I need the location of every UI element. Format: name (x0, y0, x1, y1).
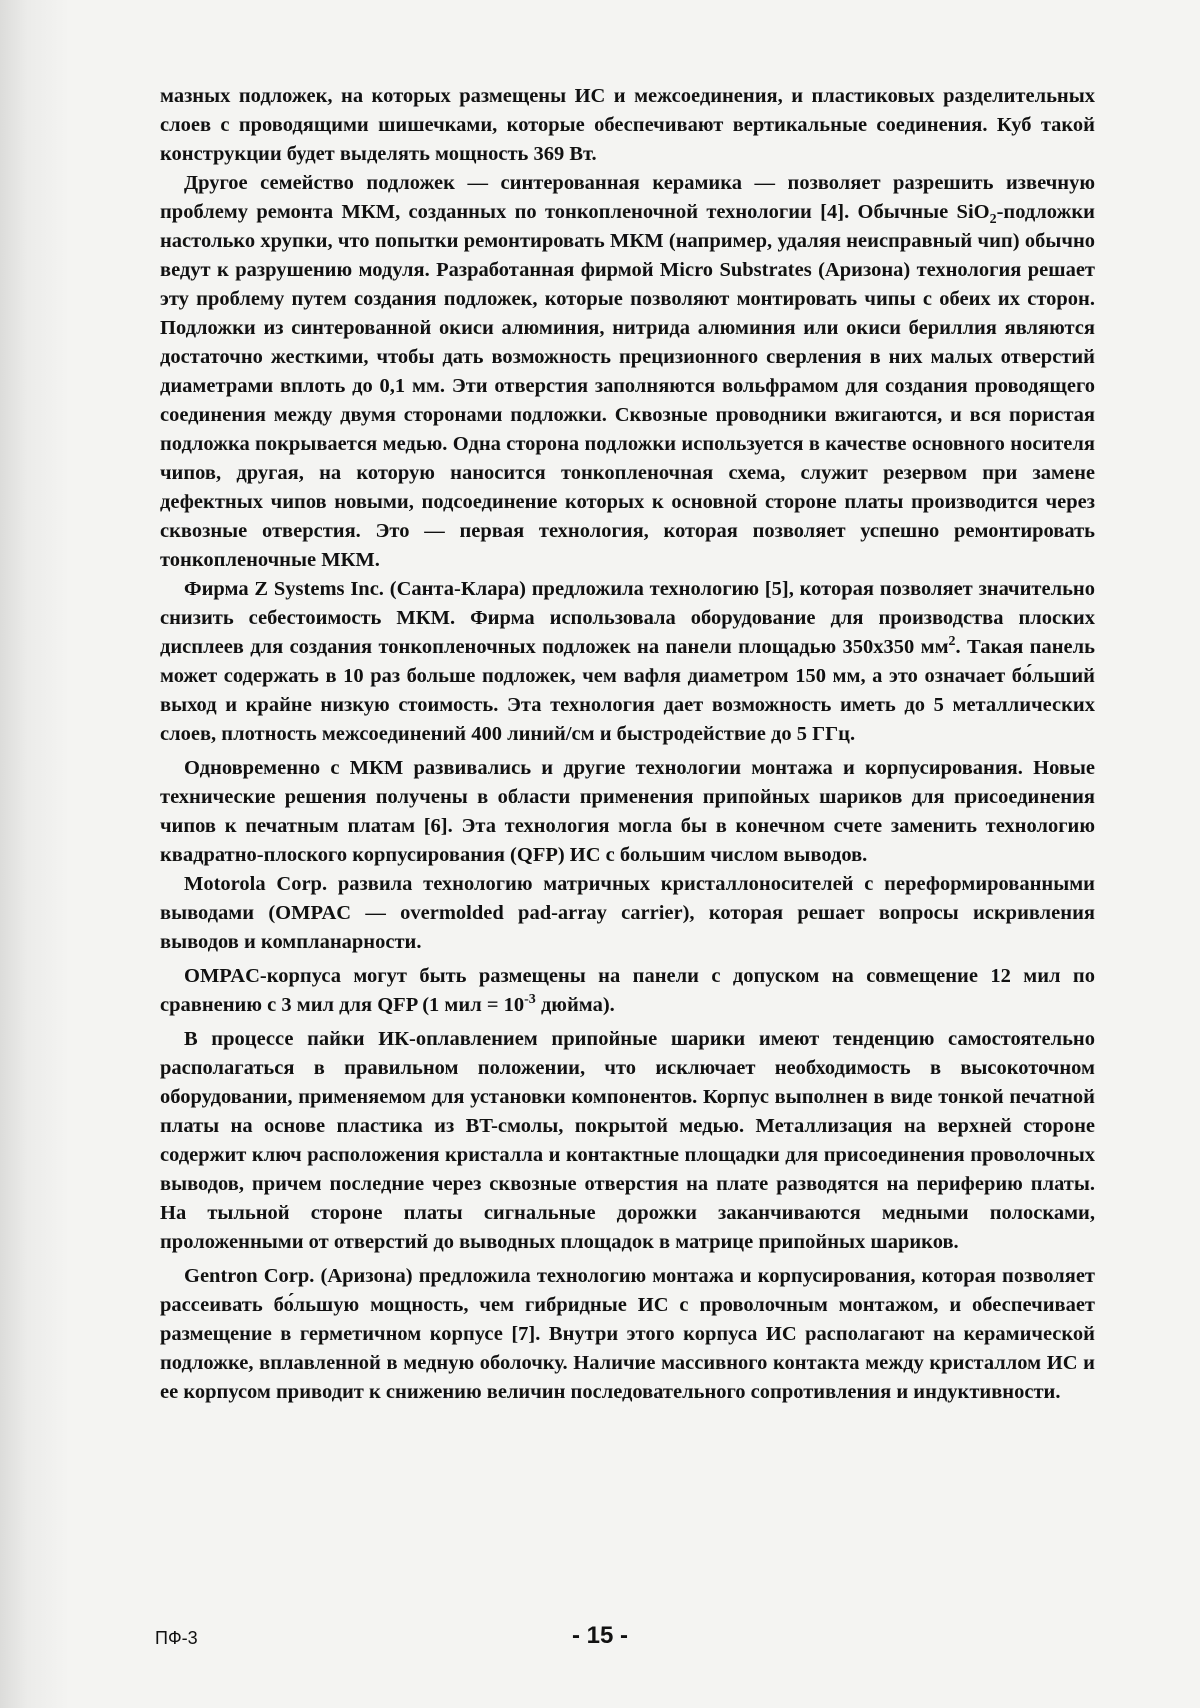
paragraph-z-systems (160, 575, 1095, 749)
superscript: -3 (524, 992, 536, 1008)
page-number: - 15 - (571, 1622, 628, 1649)
paragraph-text: . Такая панель может содержать в 10 раз больше подложек, чем вафля диаметром 150 мм, а это означает бо́льший выход и крайне низкую стоимость. Эта технология дает возможность иметь до 5 металлических слоев, плотность межсоединений 400 линий/см и быстродействие до 5 ГГц. (160, 636, 1095, 745)
paragraph-text: Другое семейство подложек — синтерованная керамика — позволяет разрешить извечную проблему ремонта МКМ, созданных по тонкопленочной технологии [4]. Обычные SiO (160, 172, 1095, 223)
page-body (160, 82, 1095, 1407)
paragraph-text: OMPAC-корпуса могут быть размещены на панели с допуском на совмещение 12 мил по сравнению с 3 мил для QFP (1 мил = 10 (160, 965, 1095, 1016)
paragraph-text: Motorola Corp. развила технологию матричных кристаллоносителей с переформированными выводами (OMPAC — overmolded pad-array carrier), которая решает вопросы искривления выводов и компланарности. (160, 873, 1095, 953)
paragraph-text: Одновременно с МКМ развивались и другие технологии монтажа и корпусирования. Новые технические решения получены в области применения припойных шариков для присоединения чипов к печатным платам [6]. Эта технология могла бы в конечном счете заменить технологию квадратно-плоского корпусирования (QFP) ИС с большим числом выводов. (160, 757, 1095, 866)
paragraph-sintered-ceramics (160, 169, 1095, 575)
paragraph-text: В процессе пайки ИК-оплавлением припойные шарики имеют тенденцию самостоятельно располагаться в правильном положении, что исключает необходимость в высокоточном оборудовании, применяемом для установки компонентов. Корпус выполнен в виде тонкой печатной платы на основе пластика из BT-смолы, покрытой медью. Металлизация на верхней стороне содержит ключ расположения кристалла и контактные площадки для присоединения проволочных выводов, причем последние через сквозные отверстия на плате разводятся на периферию платы. На тыльной стороне платы сигнальные дорожки заканчиваются медными полосками, проложенными от отверстий до выводных площадок в матрице припойных шариков. (160, 1028, 1095, 1253)
paragraph-ir-reflow (160, 1025, 1095, 1257)
paragraph-text: мазных подложек, на которых размещены ИС и межсоединения, и пластиковых разделительных слоев с проводящими шишечками, которые обеспечивают вертикальные соединения. Куб такой конструкции будет выделять мощность 369 Вт. (160, 85, 1095, 165)
paragraph-text: дюйма). (535, 994, 615, 1016)
paragraph-text: Gentron Corp. (Аризона) предложила технологию монтажа и корпусирования, которая позволяет рассеивать бо́льшую мощность, чем гибридные ИС с проволочным монтажом, и обеспечивает размещение в герметичном корпусе [7]. Внутри этого корпуса ИС располагают на керамической подложке, вплавленной в медную оболочку. Наличие массивного контакта между кристаллом ИС и ее корпусом приводит к снижению величин последовательного сопротивления и индуктивности. (160, 1265, 1095, 1403)
paragraph-ompac (160, 962, 1095, 1020)
paragraph-other-technologies (160, 754, 1095, 870)
paragraph-gentron (160, 1262, 1095, 1407)
paragraph-text: Фирма Z Systems Inc. (Санта-Клара) предложила технологию [5], которая позволяет значительно снизить себестоимость МКМ. Фирма использовала оборудование для производства плоских дисплеев для создания тонкопленочных подложек на панели площадью 350x350 мм (160, 578, 1095, 658)
paragraph-continuation (160, 82, 1095, 169)
subscript: 2 (989, 212, 997, 228)
scan-margin (0, 0, 70, 1708)
document-code: ПФ-3 (155, 1628, 198, 1648)
superscript: 2 (948, 634, 956, 650)
paragraph-motorola (160, 870, 1095, 957)
paragraph-text: -подложки настолько хрупки, что попытки ремонтировать МКМ (например, удаляя неисправный чип) обычно ведут к разрушению модуля. Разработанная фирмой Micro Substrates (Аризона) технология решает эту проблему путем создания подложек, которые позволяют монтировать чипы с обеих их сторон. Подложки из синтерованной окиси алюминия, нитрида алюминия или окиси бериллия являются достаточно жесткими, чтобы дать возможность прецизионного сверления в них малых отверстий диаметрами вплоть до 0,1 мм. Эти отверстия заполняются вольфрамом для создания проводящего соединения между двумя сторонами подложки. Сквозные проводники вжигаются, и вся пористая подложка покрывается медью. Одна сторона подложки используется в качестве основного носителя чипов, другая, на которую наносится тонкопленочная схема, служит резервом при замене дефектных чипов новыми, подсоединение которых к основной стороне платы производится через сквозные отверстия. Это — первая технология, которая позволяет успешно ремонтировать тонкопленочные МКМ. (160, 201, 1095, 571)
